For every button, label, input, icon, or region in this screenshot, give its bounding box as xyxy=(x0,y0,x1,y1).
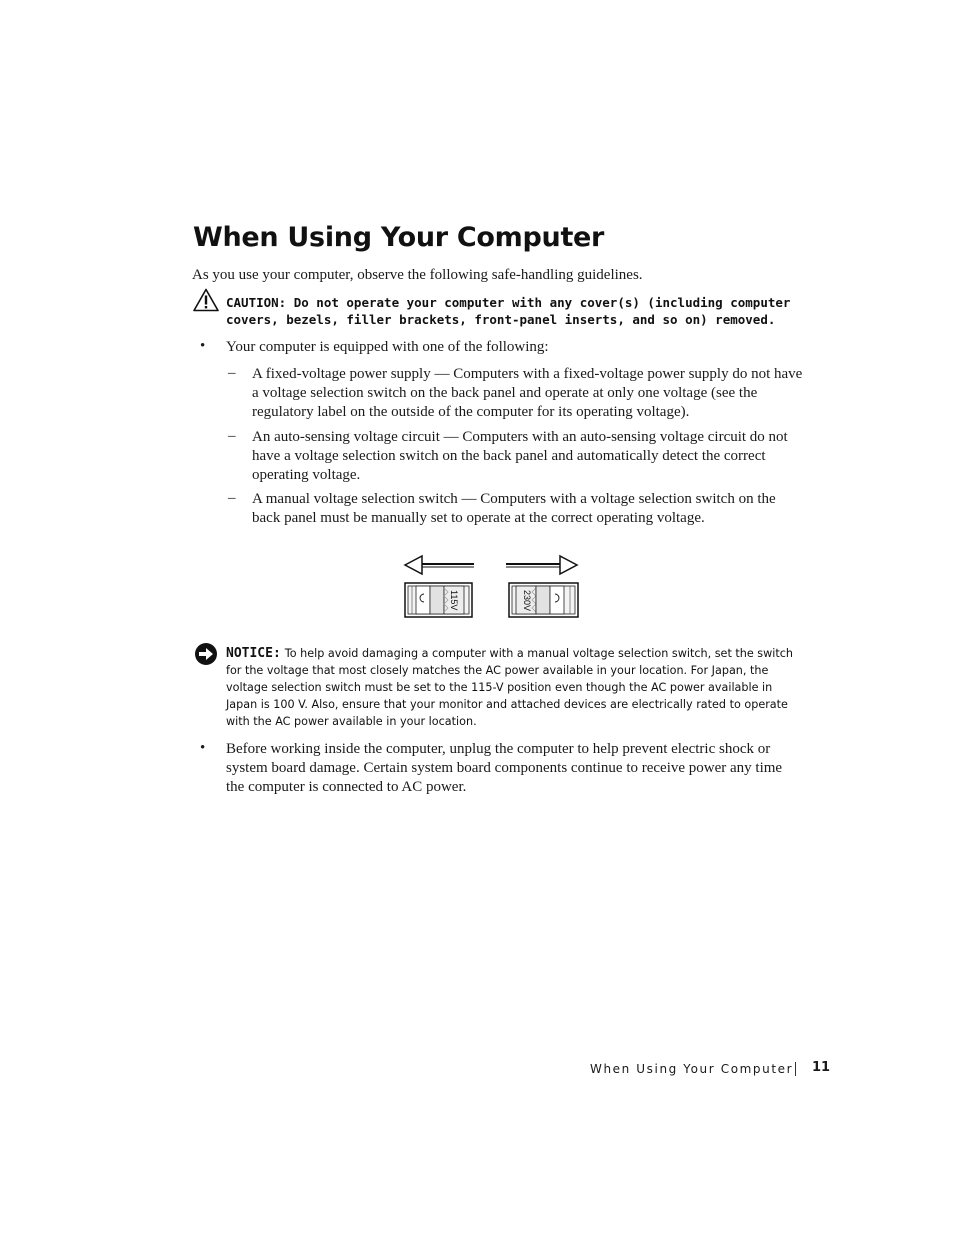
subitem-fixed-voltage: A fixed-voltage power supply — Computers with a fixed-voltage power supply do not have a voltage selection switch on the back panel and operate at only one voltage (see the regulatory label on the outside of the computer for its operating voltage). xyxy=(252,366,803,420)
switch-115v xyxy=(405,583,472,617)
switch-230v-label: 230V xyxy=(522,590,532,612)
dash-marker: – xyxy=(228,490,236,506)
dash-marker: – xyxy=(228,365,236,381)
left-arrow-icon xyxy=(405,556,474,574)
footer-section-title: When Using Your Computer xyxy=(590,1062,794,1076)
notice-text: To help avoid damaging a computer with a manual voltage selection switch, set the switch for the voltage that most closely matches the AC power available in your location. For Japan, the voltage selection switch must be set to the 115-V position even though the AC power available in Japan is 100 V. Also, ensure that your monitor and attached devices are electrically rated to operate with the AC power available in your location. xyxy=(226,647,794,728)
bullet-marker: • xyxy=(200,338,206,354)
page-title: When Using Your Computer xyxy=(193,222,605,253)
footer-divider xyxy=(795,1062,796,1076)
notice-block xyxy=(226,645,806,730)
caution-text: CAUTION: Do not operate your computer with any cover(s) (including computer covers, bezels, filler brackets, front-panel inserts, and so on) removed. xyxy=(226,295,791,327)
page-number: 11 xyxy=(812,1060,831,1075)
bullet-item-unplug: Before working inside the computer, unplug the computer to help prevent electric shock or system board damage. Certain system board components continue to receive power any time the computer is connected to AC power. xyxy=(226,741,783,795)
right-arrow-icon xyxy=(506,556,577,574)
dash-marker: – xyxy=(228,428,236,444)
bullet-item-equipment: Your computer is equipped with one of the following: xyxy=(226,339,549,355)
notice-label: NOTICE: xyxy=(226,646,281,661)
switch-115v-label: 115V xyxy=(449,590,459,611)
voltage-switch-illustration xyxy=(400,550,582,622)
warning-triangle-icon xyxy=(193,288,219,312)
subitem-auto-sensing: An auto-sensing voltage circuit — Computers with an auto-sensing voltage circuit do not have a voltage selection switch on the back panel and automatically detect the correct operating voltage. xyxy=(252,429,788,483)
intro-paragraph: As you use your computer, observe the following safe-handling guidelines. xyxy=(192,267,643,283)
switch-230v xyxy=(509,583,578,617)
bullet-marker: • xyxy=(200,740,206,756)
notice-arrow-icon xyxy=(194,642,218,666)
subitem-manual-switch: A manual voltage selection switch — Computers with a voltage selection switch on the back panel must be manually set to operate at the correct operating voltage. xyxy=(252,491,776,526)
